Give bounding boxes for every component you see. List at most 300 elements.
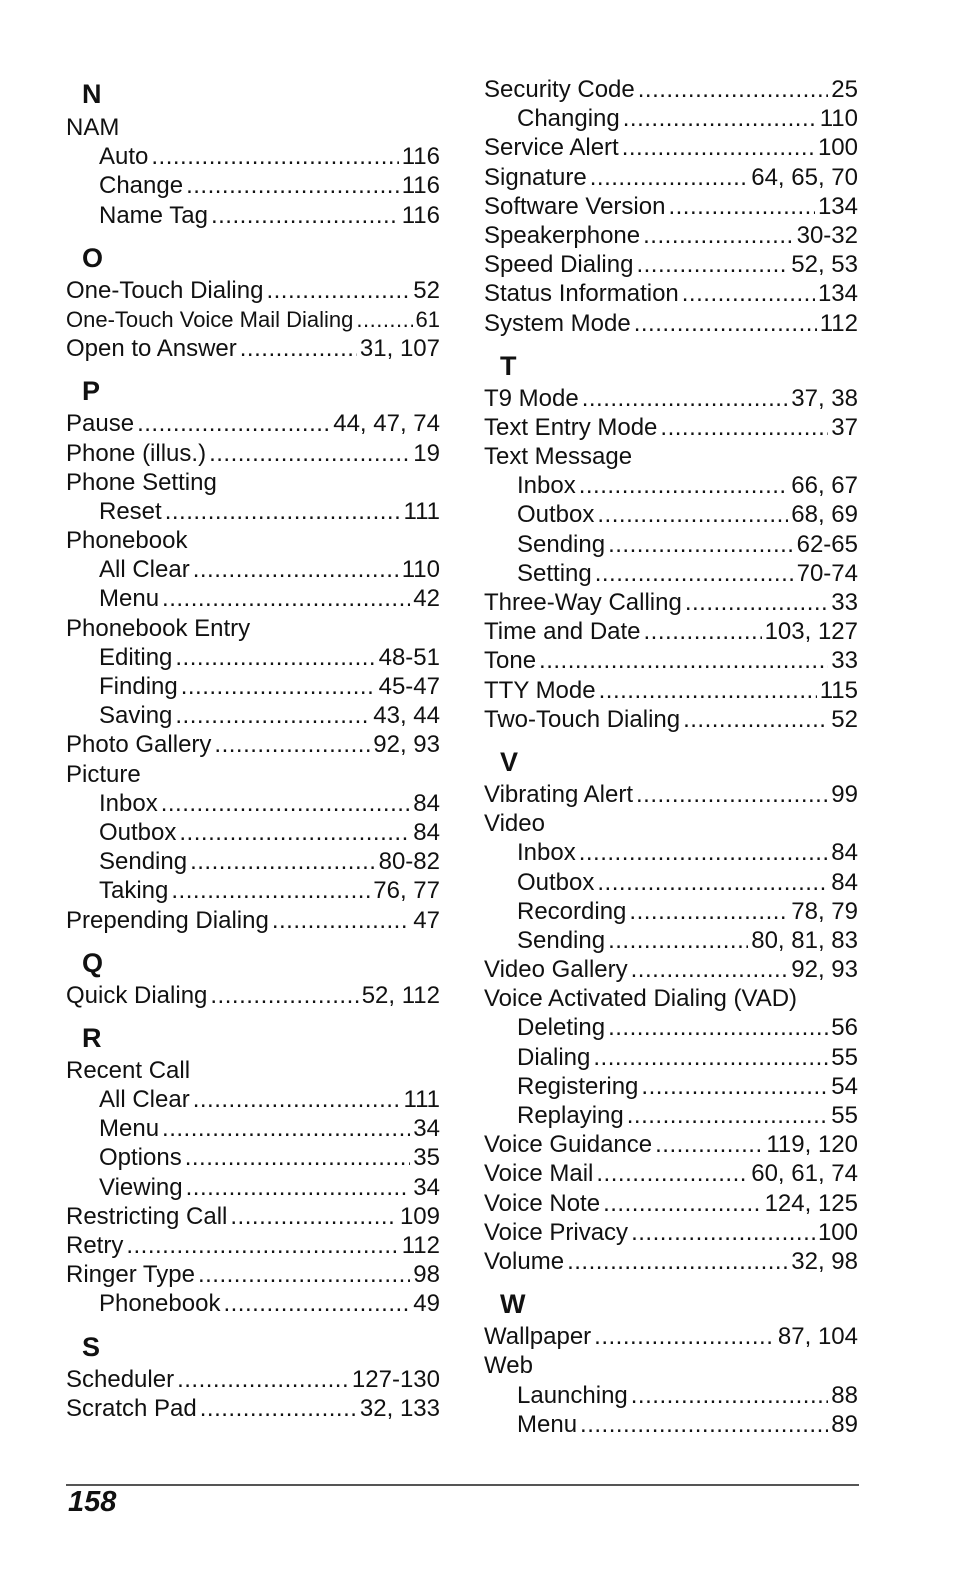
entry-page: 124, 125 [764,1189,858,1217]
entry-label: Software Version [484,192,666,220]
index-entry [66,276,440,305]
dot-leader [214,730,370,759]
entry-label: Wallpaper [484,1323,592,1351]
entry-page: 33 [831,647,858,675]
dot-leader [126,1231,398,1260]
index-subentry [66,1173,440,1202]
entry-page: 52, 53 [791,251,858,279]
entry-label: Scratch Pad [66,1394,197,1422]
entry-page: 116 [401,201,440,229]
entry-label: Auto [99,143,149,171]
section-gap [66,363,440,373]
index-entry [484,163,858,192]
index-entry [66,614,440,643]
index-subentry [66,584,440,613]
dot-leader [627,1101,829,1130]
index-entry [484,221,858,250]
index-subentry [66,497,440,526]
entry-label: Inbox [517,472,576,500]
index-entry [484,1351,858,1380]
index-subentry [484,1381,858,1410]
entry-label: Saving [99,702,173,730]
entry-label: Outbox [517,868,595,896]
entry-page: 87, 104 [777,1323,858,1351]
index-subentry [66,1143,440,1172]
entry-page: 31, 107 [359,335,440,363]
entry-label: Viewing [99,1173,183,1201]
entry-label: TTY Mode [484,676,596,704]
index-subentry [484,868,858,897]
index-column-right [484,75,858,1439]
entry-page: 116 [401,143,440,171]
index-entry [484,809,858,838]
entry-page: 47 [413,906,440,934]
entry-page: 80-82 [378,848,440,876]
entry-label: Restricting Call [66,1202,228,1230]
entry-label: Sending [517,530,606,558]
index-subentry [484,559,858,588]
entry-page: 33 [831,589,858,616]
entry-label: Inbox [517,839,576,867]
dot-leader [210,981,358,1010]
dot-leader [623,104,817,133]
entry-page: 116 [401,172,440,200]
dot-leader [582,384,789,413]
entry-page: 100 [817,1218,858,1246]
entry-page: 92, 93 [373,731,440,759]
entry-label: System Mode [484,309,631,337]
entry-page: 98 [413,1261,440,1289]
dot-leader [599,676,817,705]
dot-leader [608,1013,828,1042]
index-entry [484,1322,858,1351]
index-entry [484,1218,858,1247]
index-subentry [66,818,440,847]
entry-page: 99 [831,780,858,808]
dot-leader [594,1322,775,1351]
index-entry [484,384,858,413]
entry-label: Open to Answer [66,335,237,363]
dot-leader [175,701,370,730]
entry-page: 66, 67 [791,472,858,500]
entry-label: Voice Activated Dialing (VAD) [484,985,798,1013]
entry-label: Volume [484,1247,565,1275]
entry-label: Ringer Type [66,1261,195,1289]
index-subentry [484,530,858,559]
index-subentry [484,1072,858,1101]
entry-page: 134 [817,280,858,308]
dot-leader [631,955,789,984]
index-entry [66,305,440,334]
entry-label: Speed Dialing [484,251,634,279]
dot-leader [643,221,793,250]
index-entry [484,133,858,162]
dot-leader [603,1189,762,1218]
dot-leader [171,876,370,905]
index-entry [484,442,858,471]
entry-label: Voice Privacy [484,1218,629,1246]
entry-label: Status Information [484,280,679,308]
entry-label: Photo Gallery [66,731,212,759]
entry-label: All Clear [99,556,190,584]
entry-page: 110 [401,556,440,584]
index-subentry [66,876,440,905]
section-letter: R [82,1022,102,1053]
entry-label: Web [484,1352,533,1380]
entry-label: Deleting [517,1014,606,1042]
dot-leader [151,142,398,171]
entry-page: 109 [399,1202,440,1230]
index-subentry [66,142,440,171]
entry-label: Voice Note [484,1189,601,1217]
section-gap [66,230,440,240]
entry-page: 37, 38 [791,384,858,412]
index-entry [66,113,440,142]
index-entry [484,646,858,675]
dot-leader [579,838,829,867]
dot-leader [579,471,789,500]
entry-page: 32, 133 [359,1394,440,1422]
dot-leader [660,413,828,442]
entry-page: 55 [831,1043,858,1071]
index-subentry [484,1013,858,1042]
entry-page: 100 [817,134,858,162]
entry-page: 103, 127 [764,618,858,646]
dot-leader [597,868,828,897]
entry-label: Voice Mail [484,1160,594,1188]
dot-leader [181,672,376,701]
entry-label: Two-Touch Dialing [484,705,681,733]
section-gap [484,1276,858,1286]
entry-page: 43, 44 [373,702,440,730]
index-subentry [66,1114,440,1143]
dot-leader [682,279,815,308]
dot-leader [162,1114,410,1143]
entry-label: Prepending Dialing [66,906,269,934]
entry-label: Finding [99,673,178,700]
entry-page: 64, 65, 70 [751,163,858,191]
entry-label: Scheduler [66,1365,175,1393]
dot-leader [629,897,788,926]
entry-page: 70-74 [796,559,858,587]
section-gap [66,935,440,945]
entry-page: 54 [831,1072,858,1100]
index-entry [66,1202,440,1231]
index-subentry [66,672,440,701]
dot-leader [186,1173,411,1202]
index-subentry [66,789,440,818]
dot-leader [179,818,410,847]
dot-leader [356,305,412,334]
dot-leader [185,1143,411,1172]
entry-label: Pause [66,410,135,438]
section-letter: S [82,1331,101,1362]
index-entry [66,730,440,759]
index-subentry [66,701,440,730]
dot-leader [655,1130,763,1159]
index-entry [484,75,858,104]
dot-leader [597,500,788,529]
dot-leader [230,1202,397,1231]
index-subentry [484,1410,858,1439]
index-entry [66,468,440,497]
entry-label: Phone (illus.) [66,439,207,467]
section-letter: O [82,242,104,273]
index-entry [66,409,440,438]
index-entry [484,413,858,442]
index-entry [484,250,858,279]
dot-leader [683,705,828,734]
dot-leader [685,588,828,617]
entry-label: Retry [66,1232,124,1259]
entry-page: 30-32 [796,221,858,249]
entry-page: 84 [413,789,440,817]
dot-leader [193,1085,401,1114]
index-entry [66,334,440,363]
dot-leader [567,1247,788,1276]
entry-page: 34 [413,1173,440,1201]
entry-page: 92, 93 [791,956,858,984]
index-entry [66,1260,440,1289]
entry-page: 61 [415,306,440,332]
index-subentry [484,838,858,867]
entry-label: Phonebook Entry [66,614,251,642]
entry-page: 52 [413,276,440,304]
index-entry [66,981,440,1010]
entry-label: All Clear [99,1086,190,1114]
entry-page: 68, 69 [791,501,858,529]
entry-label: Menu [99,585,160,613]
entry-page: 127-130 [351,1365,440,1393]
entry-label: Phonebook [99,1290,221,1318]
dot-leader [608,530,794,559]
entry-label: NAM [66,114,120,141]
index-entry [484,1159,858,1188]
index-entry [484,192,858,221]
entry-page: 84 [831,868,858,896]
entry-label: Taking [99,877,169,905]
index-subentry [484,104,858,133]
dot-leader [636,780,828,809]
section-gap [484,338,858,348]
entry-label: Text Message [484,443,633,471]
entry-page: 111 [403,497,440,525]
entry-label: Registering [517,1072,639,1100]
index-entry [66,906,440,935]
entry-label: Tone [484,647,537,675]
dot-leader [641,1072,828,1101]
dot-leader [638,75,829,104]
entry-page: 84 [831,839,858,867]
entry-page: 37 [831,413,858,441]
index-entry [66,1231,440,1260]
dot-leader [636,250,788,279]
entry-label: Speakerphone [484,221,641,249]
entry-label: Change [99,172,184,200]
index-entry [66,439,440,468]
dot-leader [622,133,815,162]
entry-label: Replaying [517,1102,624,1129]
entry-page: 55 [831,1102,858,1129]
footer-rule [66,1484,859,1486]
index-subentry [66,1085,440,1114]
section-letter: V [500,746,519,777]
section-gap [66,1319,440,1329]
index-entry [484,279,858,308]
entry-label: Dialing [517,1043,591,1071]
entry-label: Outbox [517,501,595,529]
dot-leader [634,309,817,338]
index-entry [66,1365,440,1394]
entry-page: 115 [819,676,858,704]
dot-leader [644,617,762,646]
entry-label: Sending [517,926,606,954]
entry-page: 49 [413,1290,440,1318]
entry-label: Voice Guidance [484,1131,653,1159]
index-entry [66,1394,440,1423]
entry-page: 34 [413,1115,440,1143]
index-entry [484,588,858,617]
entry-label: Video [484,810,545,838]
entry-label: Vibrating Alert [484,780,633,808]
section-letter: P [82,376,101,407]
dot-leader [580,1410,828,1439]
section-gap [484,734,858,744]
entry-page: 19 [413,439,440,467]
dot-leader [177,1365,349,1394]
dot-leader [198,1260,410,1289]
entry-page: 88 [831,1381,858,1409]
entry-label: Three-Way Calling [484,589,682,616]
index-entry [484,705,858,734]
dot-leader [596,1159,748,1188]
index-entry [484,676,858,705]
dot-leader [165,497,401,526]
entry-page: 84 [413,818,440,846]
entry-label: Setting [517,559,592,587]
index-entry [66,526,440,555]
entry-page: 60, 61, 74 [751,1160,858,1188]
index-subentry [484,1101,858,1130]
entry-label: Menu [99,1115,160,1143]
dot-leader [595,559,794,588]
entry-label: Recording [517,897,627,925]
index-entry [484,1130,858,1159]
entry-page: 56 [831,1014,858,1042]
entry-page: 119, 120 [766,1131,858,1159]
dot-leader [631,1381,829,1410]
entry-label: Phone Setting [66,468,217,496]
entry-page: 52 [831,705,858,733]
entry-page: 48-51 [378,643,440,671]
dot-leader [240,334,357,363]
entry-label: Inbox [99,789,158,817]
entry-label: Launching [517,1381,628,1409]
entry-label: Text Entry Mode [484,413,658,441]
entry-page: 25 [831,76,858,103]
entry-page: 35 [413,1144,440,1172]
entry-page: 76, 77 [373,877,440,905]
dot-leader [266,276,410,305]
page-number: 158 [68,1486,117,1518]
entry-page: 32, 98 [791,1247,858,1275]
section-letter: N [82,79,102,109]
entry-label: Quick Dialing [66,981,208,1009]
entry-label: Sending [99,848,188,876]
dot-leader [211,201,399,230]
dot-leader [186,171,399,200]
dot-leader [608,926,748,955]
index-column-left [66,75,440,1423]
entry-page: 78, 79 [791,897,858,925]
entry-page: 112 [819,309,858,337]
entry-page: 110 [819,105,858,133]
index-subentry [66,171,440,200]
index-entry [484,617,858,646]
entry-label: One-Touch Dialing [66,276,264,304]
dot-leader [590,163,748,192]
entry-label: Service Alert [484,134,619,162]
index-subentry [66,847,440,876]
entry-label: Reset [99,497,162,525]
entry-label: Outbox [99,818,177,846]
dot-leader [631,1218,815,1247]
entry-page: 112 [401,1232,440,1259]
entry-page: 42 [413,585,440,613]
dot-leader [137,409,330,438]
entry-label: One-Touch Voice Mail Dialing [66,306,354,332]
entry-label: Options [99,1144,182,1172]
entry-label: Time and Date [484,618,641,646]
entry-label: Menu [517,1410,578,1438]
dot-leader [668,192,815,221]
entry-label: Phonebook [66,527,188,555]
index-entry [66,760,440,789]
index-subentry [66,201,440,230]
entry-label: Changing [517,105,620,133]
index-entry [484,780,858,809]
index-entry [484,1247,858,1276]
index-subentry [66,1289,440,1318]
index-entry [484,955,858,984]
dot-leader [200,1394,357,1423]
dot-leader [223,1289,410,1318]
dot-leader [593,1043,828,1072]
dot-leader [162,584,410,613]
index-subentry [66,643,440,672]
entry-page: 45-47 [378,673,440,700]
index-subentry [484,1043,858,1072]
entry-label: Recent Call [66,1056,191,1084]
dot-leader [272,906,410,935]
entry-label: Picture [66,760,141,788]
index-entry [484,1189,858,1218]
entry-page: 89 [831,1410,858,1438]
index-subentry [484,926,858,955]
index-subentry [484,471,858,500]
dot-leader [193,555,399,584]
dot-leader [209,439,410,468]
index-subentry [66,555,440,584]
entry-label: Video Gallery [484,956,628,984]
index-entry [484,984,858,1013]
index-entry [66,1056,440,1085]
entry-page: 80, 81, 83 [751,926,858,954]
entry-page: 134 [817,192,858,220]
dot-leader [539,646,828,675]
section-gap [66,1010,440,1020]
entry-page: 44, 47, 74 [333,410,440,438]
